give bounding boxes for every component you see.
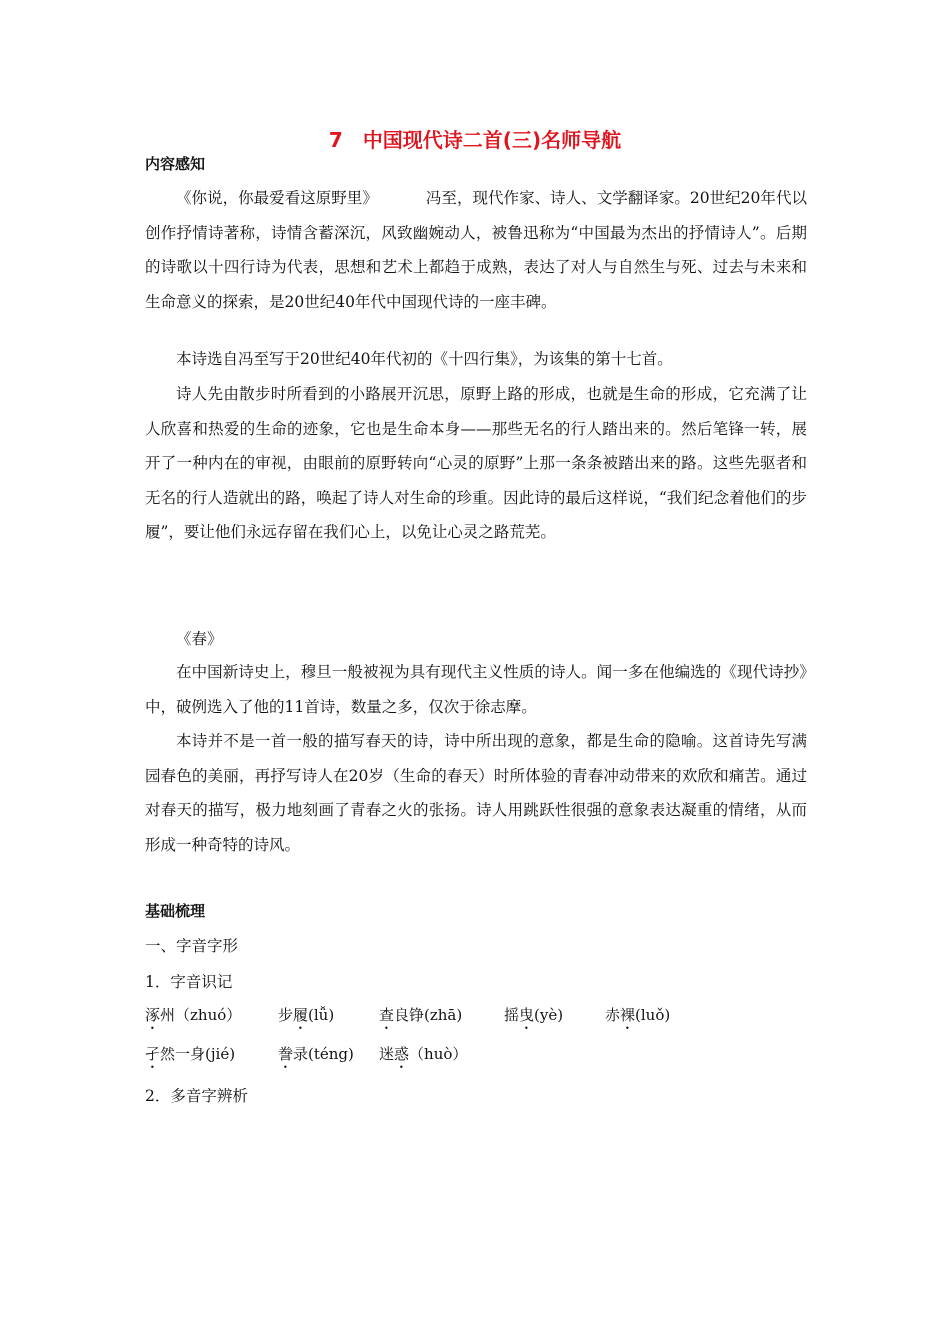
dotted-character: 孑: [145, 1045, 161, 1063]
word-suffix-pinyin: （huò）: [409, 1045, 468, 1063]
word-suffix-pinyin: (yè): [534, 1006, 564, 1024]
word-item: [145, 1004, 241, 1033]
poem1-title: 《你说，你最爱看这原野里》: [176, 189, 378, 207]
word-item: [278, 1004, 334, 1033]
title-text: 中国现代诗二首(三)名师导航: [362, 128, 622, 152]
dotted-character: 誊: [278, 1045, 294, 1063]
paragraph-5: 本诗并不是一首一般的描写春天的诗，诗中所出现的意象，都是生命的隐喻。这首诗先写满园春色的美丽，再抒写诗人在20岁（生命的春天）时所体验的青春冲动带来的欢欣和痛苦。通过对春天的描写，极力地刻画了青春之火的张扬。诗人用跳跃性很强的意象表达凝重的情绪，从而形成一种奇特的诗风。: [145, 732, 807, 854]
section-heading-basic: 基础梳理: [145, 902, 206, 920]
word-suffix-pinyin: 录(téng): [293, 1045, 354, 1063]
word-suffix-pinyin: 良铮(zhā): [394, 1006, 463, 1024]
dotted-character: 履: [293, 1006, 309, 1024]
word-suffix-pinyin: 然一身(jié): [160, 1045, 236, 1063]
word-item: [605, 1004, 670, 1033]
subheading-polyphonic: 2．多音字辨析: [145, 1087, 248, 1105]
dotted-character: 惑: [394, 1045, 410, 1063]
paragraph-1: [145, 181, 807, 319]
word-suffix-pinyin: (lǚ): [308, 1006, 335, 1024]
section-heading-content: 内容感知: [145, 155, 206, 173]
page-title: [0, 124, 950, 153]
word-prefix: 迷: [379, 1045, 395, 1063]
dotted-character: 查: [379, 1006, 395, 1024]
subheading-pronunciation-memory: 1．字音识记: [145, 973, 233, 991]
word-item: [504, 1004, 563, 1033]
dotted-character: 裸: [620, 1006, 636, 1024]
word-item: [379, 1043, 467, 1072]
paragraph-3: 诗人先由散步时所看到的小路展开沉思，原野上路的形成，也就是生命的形成，它充满了让人欣喜和热爱的生命的迹象，它也是生命本身——那些无名的行人踏出来的。然后笔锋一转，展开了一种内在的审视，由眼前的原野转向“心灵的原野”上那一条条被踏出来的路。这些先驱者和无名的行人造就出的路，唤起了诗人对生命的珍重。因此诗的最后这样说，“我们纪念着他们的步履”，要让他们永远存留在我们心上，以免让心灵之路荒芜。: [145, 385, 807, 541]
paragraph-4: 在中国新诗史上，穆旦一般被视为具有现代主义性质的诗人。闻一多在他编选的《现代诗抄》中，破例选入了他的11首诗，数量之多，仅次于徐志摩。: [145, 663, 807, 716]
dotted-character: 曳: [519, 1006, 535, 1024]
word-prefix: 赤: [605, 1006, 621, 1024]
word-prefix: 摇: [504, 1006, 520, 1024]
word-suffix-pinyin: (luǒ): [635, 1006, 671, 1024]
word-prefix: 步: [278, 1006, 294, 1024]
paragraph-2: 本诗选自冯至写于20世纪40年代初的《十四行集》，为该集的第十七首。: [176, 350, 673, 368]
subheading-pronunciation: 一、字音字形: [145, 937, 239, 955]
dotted-character: 涿: [145, 1006, 161, 1024]
word-item: [278, 1043, 354, 1072]
word-item: [379, 1004, 462, 1033]
paragraph-1-text: 冯至，现代作家、诗人、文学翻译家。20世纪20年代以创作抒情诗著称，诗情含蓄深沉，风致幽婉动人，被鲁迅称为“中国最为杰出的抒情诗人”。后期的诗歌以十四行诗为代表，思想和艺术上都趋于成熟，表达了对人与自然生与死、过去与未来和生命意义的探索，是20世纪40年代中国现代诗的一座丰碑。: [145, 189, 807, 311]
title-number: 7: [328, 128, 343, 152]
poem2-title: 《春》: [176, 630, 223, 648]
word-item: [145, 1043, 235, 1072]
word-suffix-pinyin: 州（zhuó）: [160, 1006, 242, 1024]
